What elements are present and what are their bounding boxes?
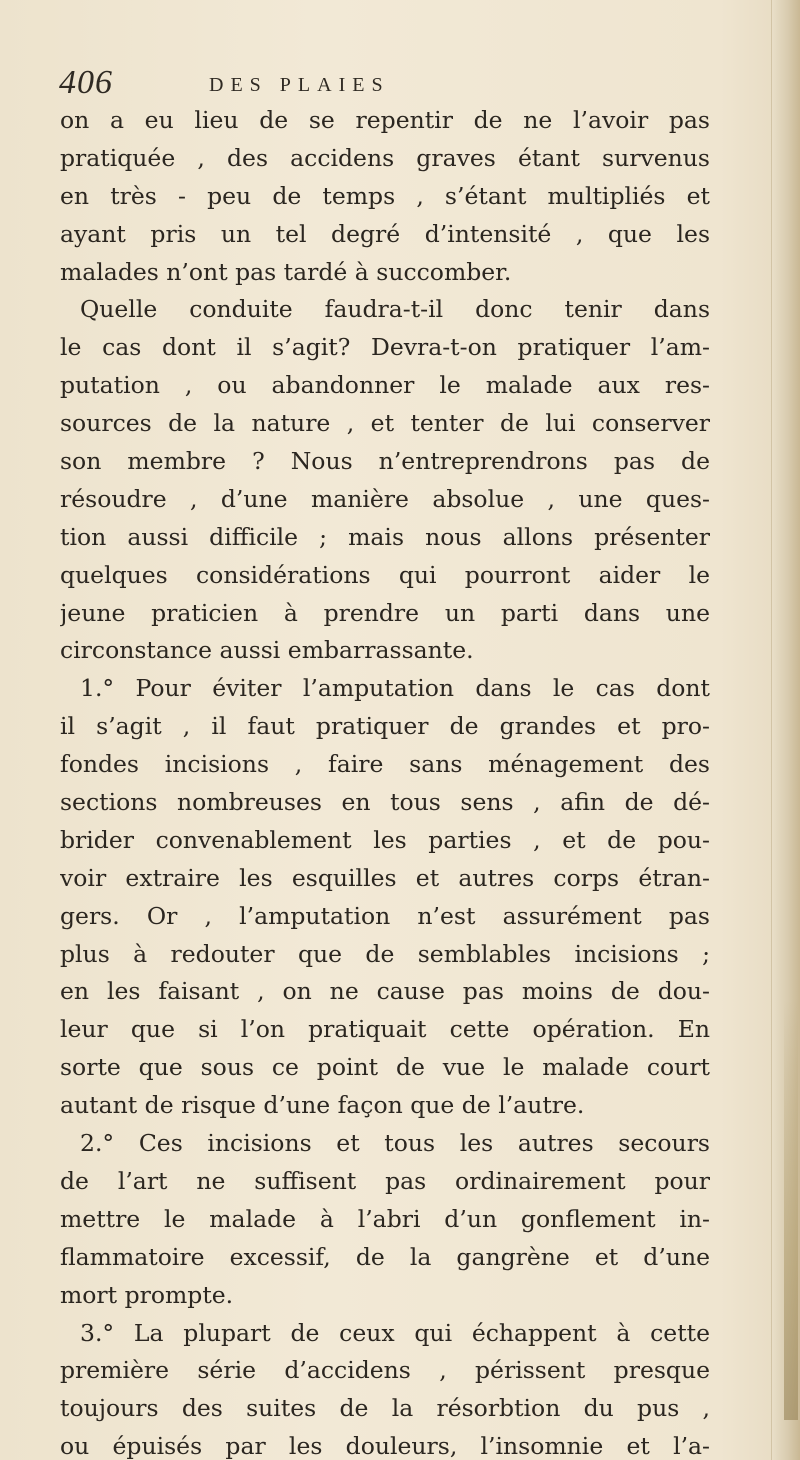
text-line: fondes incisions , faire sans ménagement des xyxy=(60,750,710,779)
text-line: tion aussi difficile ; mais nous allons présenter xyxy=(60,522,710,551)
text-line: quelques considérations qui pourront aider le xyxy=(60,560,710,589)
text-line: toujours des suites de la résorbtion du pus , xyxy=(60,1394,710,1423)
text-line: Quelle conduite faudra-t-il donc tenir dans xyxy=(80,295,710,324)
text-line: en les faisant , on ne cause pas moins de dou- xyxy=(60,977,710,1006)
text-line: gers. Or , l’amputation n’est assurément pas xyxy=(60,901,710,930)
text-line: flammatoire excessif, de la gangrène et d’une xyxy=(60,1242,710,1271)
text-line: malades n’ont pas tardé à succomber. xyxy=(60,257,512,286)
running-title: DES PLAIES xyxy=(209,74,390,96)
text-line: leur que si l’on pratiquait cette opération. En xyxy=(60,1015,710,1044)
text-line: voir extraire les esquilles et autres corps étran- xyxy=(60,863,710,892)
text-line: le cas dont il s’agit? Devra-t-on pratiquer l’am- xyxy=(60,333,710,362)
text-line: on a eu lieu de se repentir de ne l’avoir pas xyxy=(60,106,710,134)
text-line: plus à redouter que de semblables incisions ; xyxy=(60,939,710,968)
page-stain xyxy=(784,1000,798,1420)
text-line: il s’agit , il faut pratiquer de grandes et pro- xyxy=(60,712,710,741)
text-line: putation , ou abandonner le malade aux res- xyxy=(60,371,710,400)
text-line: mort prompte. xyxy=(60,1280,234,1309)
text-line: pratiquée , des accidens graves étant survenus xyxy=(60,143,710,172)
text-line: première série d’accidens , périssent presque xyxy=(60,1356,710,1385)
text-line: autant de risque d’une façon que de l’autre. xyxy=(60,1091,585,1120)
text-line: ou épuisés par les douleurs, l’insomnie et l’a- xyxy=(60,1432,710,1460)
text-line: son membre ? Nous n’entreprendrons pas de xyxy=(60,447,710,476)
text-line: de l’art ne suffisent pas ordinairement pour xyxy=(60,1166,710,1195)
page-edge xyxy=(771,0,800,1460)
text-line: résoudre , d’une manière absolue , une ques- xyxy=(60,484,710,513)
text-line: ayant pris un tel degré d’intensité , que les xyxy=(60,219,710,248)
text-line: mettre le malade à l’abri d’un gonflement in- xyxy=(60,1204,710,1233)
text-line: en très - peu de temps , s’étant multipliés et xyxy=(60,181,710,210)
text-line: sources de la nature , et tenter de lui conserver xyxy=(60,409,710,438)
text-line: jeune praticien à prendre un parti dans une xyxy=(60,598,710,627)
text-line: 3.° La plupart de ceux qui échappent à cette xyxy=(80,1318,710,1347)
page-number: 406 xyxy=(59,64,113,101)
text-line: brider convenablement les parties , et de pou- xyxy=(60,825,710,854)
body-text xyxy=(60,102,710,1460)
text-line: 1.° Pour éviter l’amputation dans le cas dont xyxy=(80,674,710,703)
text-line: sorte que sous ce point de vue le malade court xyxy=(60,1053,710,1082)
text-line: circonstance aussi embarrassante. xyxy=(60,636,474,665)
text-line: 2.° Ces incisions et tous les autres secours xyxy=(80,1129,710,1158)
text-line: sections nombreuses en tous sens , afin de dé- xyxy=(60,788,710,817)
